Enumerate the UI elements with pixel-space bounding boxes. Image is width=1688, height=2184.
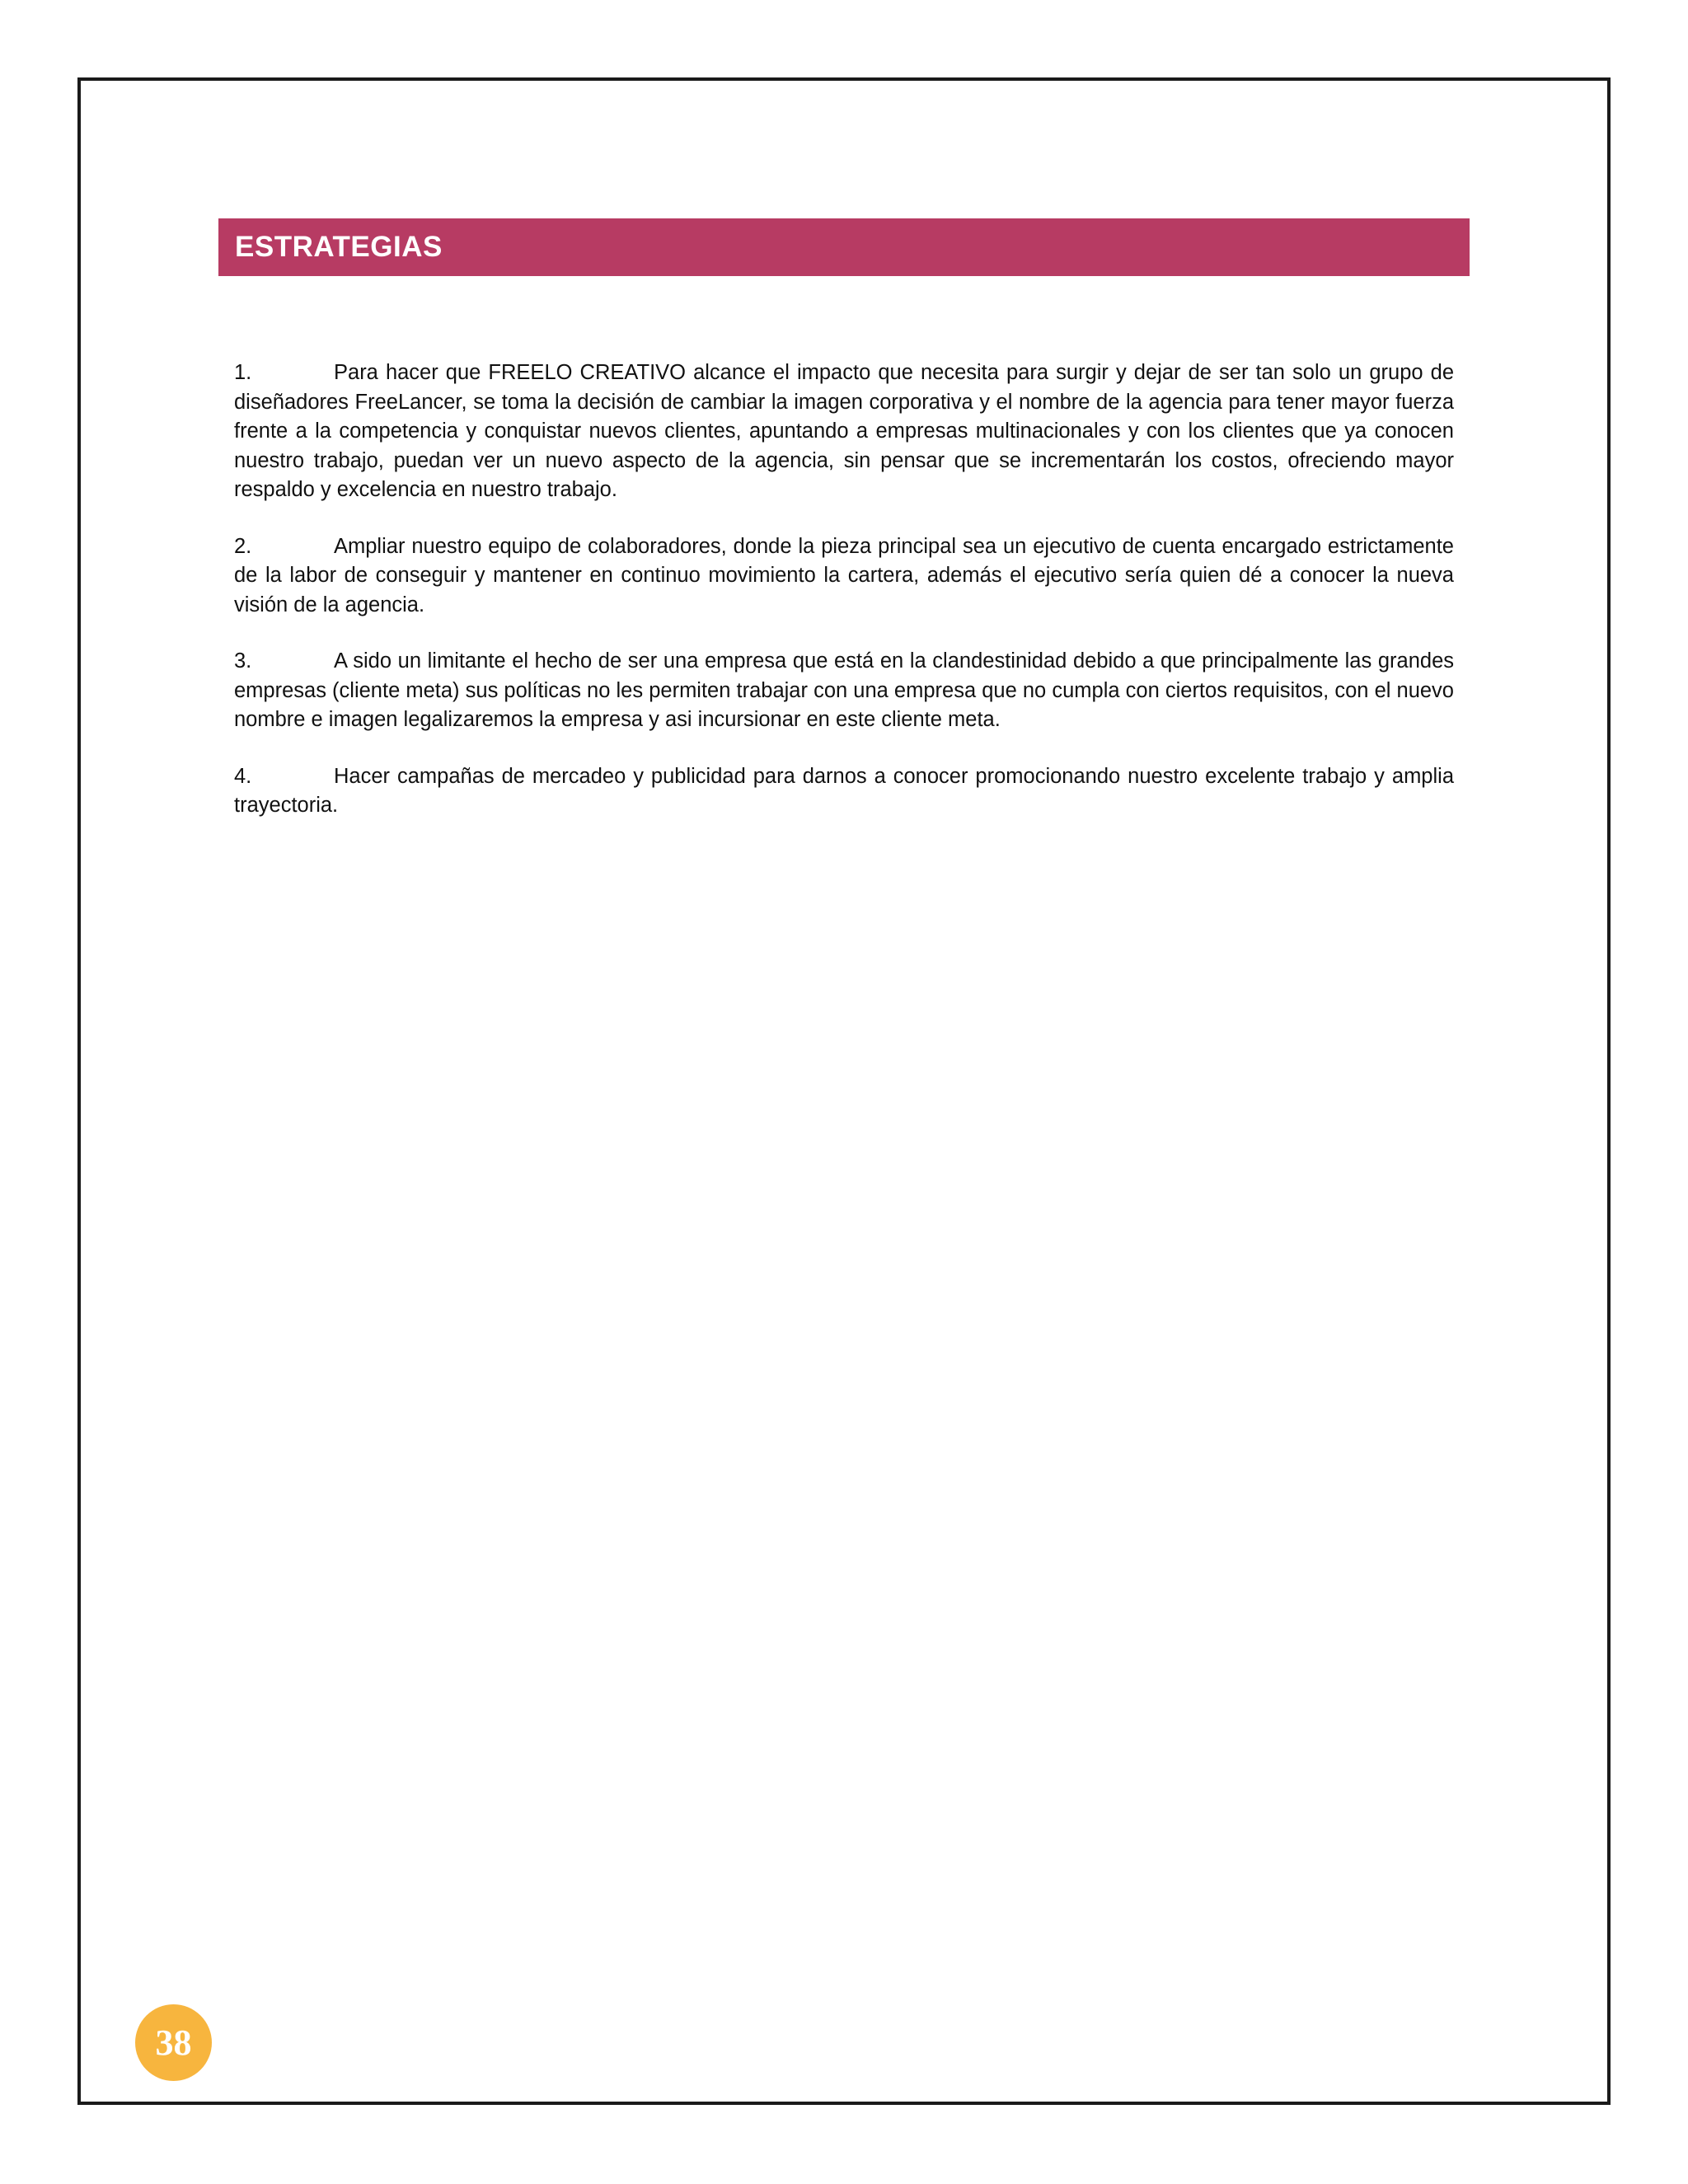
strategy-item-4 [234, 762, 1454, 821]
strategy-item-2 [234, 532, 1454, 621]
strategy-text: Para hacer que FREELO CREATIVO alcance el impacto que necesita para surgir y dejar de ser tan solo un grupo de diseñadores FreeLancer, se toma la decisión de cambiar la imagen corporativa y el nombre de la agencia para tener mayor fuerza frente a la competencia y conquistar nuevos clientes, apuntando a empresas multinacionales y con los clientes que ya conocen nuestro trabajo, puedan ver un nuevo aspecto de la agencia, sin pensar que se incrementarán los costos, ofreciendo mayor respaldo y excelencia en nuestro trabajo. [234, 361, 1454, 501]
strategy-number: 3. [234, 649, 252, 673]
strategy-text: Hacer campañas de mercadeo y publicidad para darnos a conocer promocionando nuestro excelente trabajo y amplia trayectoria. [234, 764, 1454, 817]
strategy-number: 2. [234, 534, 252, 558]
strategy-text: Ampliar nuestro equipo de colaboradores, donde la pieza principal sea un ejecutivo de cuenta encargado estrictamente de la labor de conseguir y mantener en continuo movimiento la cartera, además el ejecutivo sería quien dé a conocer la nueva visión de la agencia. [234, 534, 1454, 616]
strategy-number: 1. [234, 361, 252, 384]
strategy-text: A sido un limitante el hecho de ser una empresa que está en la clandestinidad debido a que principalmente las grandes empresas (cliente meta) sus políticas no les permiten trabajar con una empresa que no cumpla con ciertos requisitos, con el nuevo nombre e imagen legalizaremos la empresa y asi incursionar en este cliente meta. [234, 649, 1454, 731]
strategy-item-1 [234, 359, 1454, 505]
section-banner [218, 218, 1470, 276]
page-number: 38 [155, 2022, 192, 2063]
strategy-list [234, 359, 1454, 848]
strategy-number: 4. [234, 764, 252, 788]
section-title: ESTRATEGIAS [235, 231, 443, 263]
strategy-item-3 [234, 647, 1454, 735]
page-number-badge [135, 2004, 212, 2081]
